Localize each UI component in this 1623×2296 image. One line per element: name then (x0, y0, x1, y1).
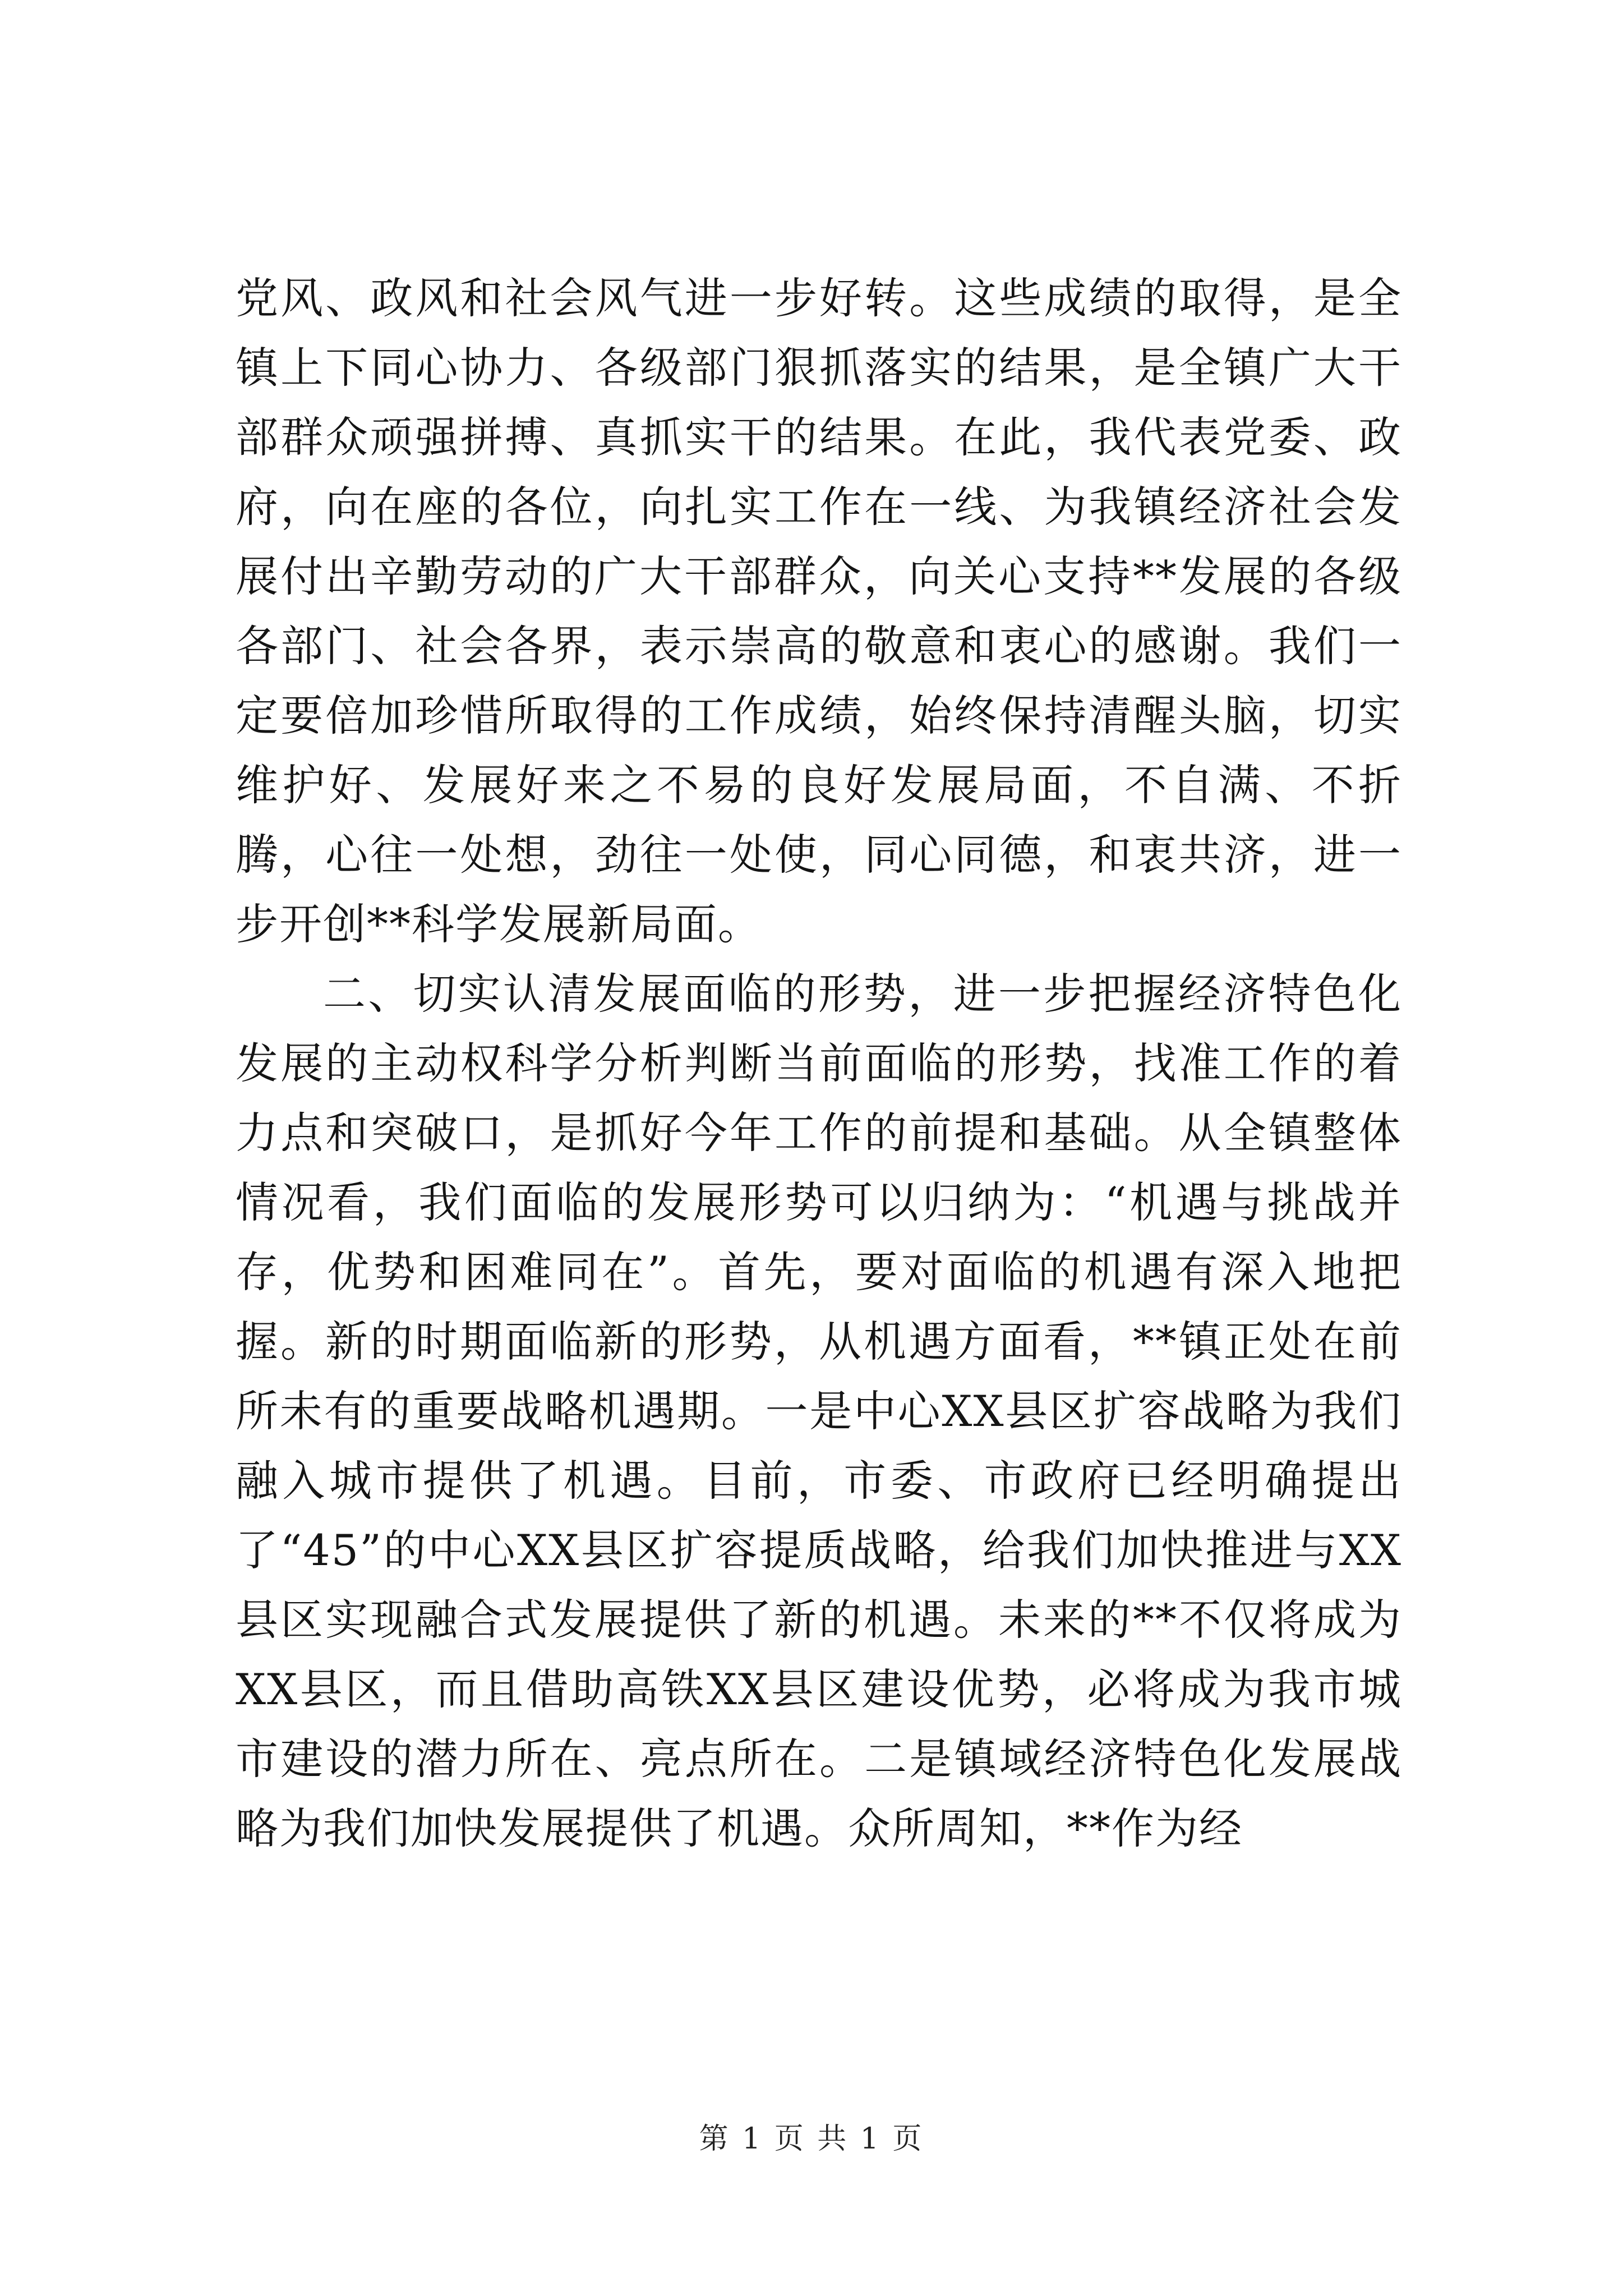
page-footer: 第 1 页 共 1 页 (699, 2122, 924, 2156)
paragraph-section-two: 二、切实认清发展面临的形势，进一步把握经济特色化发展的主动权科学分析判断当前面临的形势，找准工作的着力点和突破口，是抓好今年工作的前提和基础。从全镇整体情况看，我们面临的发展形势可以归纳为：“机遇与挑战并存，优势和困难同在”。首先，要对面临的机遇有深入地把握。新的时期面临新的形势，从机遇方面看，**镇正处在前所未有的重要战略机遇期。一是中心XX县区扩容战略为我们融入城市提供了机遇。目前，市委、市政府已经明确提出了“45”的中心XX县区扩容提质战略，给我们加快推进与XX县区实现融合式发展提供了新的机遇。未来的**不仅将成为XX县区，而且借助高铁XX县区建设优势，必将成为我市城市建设的潜力所在、亮点所在。二是镇域经济特色化发展战略为我们加快发展提供了机遇。众所周知，**作为经 (236, 969, 1402, 1853)
paragraph-continuation: 党风、政风和社会风气进一步好转。这些成绩的取得，是全镇上下同心协力、各级部门狠抓落实的结果，是全镇广大干部群众顽强拼搏、真抓实干的结果。在此，我代表党委、政府，向在座的各位，向扎实工作在一线、为我镇经济社会发展付出辛勤劳动的广大干部群众，向关心支持**发展的各级各部门、社会各界，表示崇高的敬意和衷心的感谢。我们一定要倍加珍惜所取得的工作成绩，始终保持清醒头脑，切实维护好、发展好来之不易的良好发展局面，不自满、不折腾，心往一处想，劲往一处使，同心同德，和衷共济，进一步开创**科学发展新局面。 (236, 273, 1402, 949)
document-body (236, 264, 1402, 1864)
